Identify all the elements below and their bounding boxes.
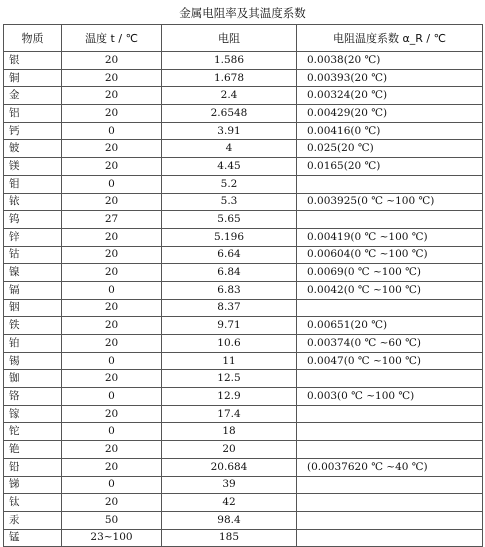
- table-row: [4, 228, 483, 246]
- material-cell: 金: [4, 87, 62, 105]
- material-cell: 铊: [4, 423, 62, 441]
- table-row: [4, 264, 483, 282]
- material-cell: 铱: [4, 193, 62, 211]
- resistivity-table: [3, 24, 483, 547]
- coefficient-cell: 0.003925(0 ℃ ~100 ℃): [297, 193, 483, 211]
- resistance-cell: 39: [162, 476, 297, 494]
- coefficient-cell: [297, 211, 483, 229]
- temperature-cell: 20: [62, 52, 162, 70]
- coefficient-cell: [297, 476, 483, 494]
- coefficient-cell: 0.025(20 ℃): [297, 140, 483, 158]
- resistance-cell: 42: [162, 494, 297, 512]
- resistance-cell: 185: [162, 529, 297, 547]
- temperature-cell: 0: [62, 175, 162, 193]
- coefficient-cell: 0.0165(20 ℃): [297, 158, 483, 176]
- resistance-cell: 17.4: [162, 405, 297, 423]
- table-row: [4, 370, 483, 388]
- material-cell: 钨: [4, 211, 62, 229]
- material-cell: 钛: [4, 494, 62, 512]
- coefficient-cell: [297, 299, 483, 317]
- table-row: [4, 193, 483, 211]
- temperature-cell: 20: [62, 158, 162, 176]
- table-row: [4, 529, 483, 547]
- table-row: [4, 52, 483, 70]
- header-temperature: 温度 t / ℃: [62, 25, 162, 52]
- temperature-cell: 0: [62, 423, 162, 441]
- coefficient-cell: [297, 175, 483, 193]
- material-cell: 铂: [4, 335, 62, 353]
- resistance-cell: 5.2: [162, 175, 297, 193]
- coefficient-cell: 0.00419(0 ℃ ~100 ℃): [297, 228, 483, 246]
- temperature-cell: 20: [62, 140, 162, 158]
- material-cell: 钼: [4, 175, 62, 193]
- material-cell: 铝: [4, 105, 62, 123]
- header-material: 物质: [4, 25, 62, 52]
- resistance-cell: 11: [162, 352, 297, 370]
- temperature-cell: 20: [62, 405, 162, 423]
- resistance-cell: 6.83: [162, 281, 297, 299]
- table-row: [4, 175, 483, 193]
- material-cell: 铅: [4, 458, 62, 476]
- coefficient-cell: [297, 511, 483, 529]
- resistance-cell: 5.65: [162, 211, 297, 229]
- material-cell: 汞: [4, 511, 62, 529]
- table-row: [4, 458, 483, 476]
- temperature-cell: 20: [62, 317, 162, 335]
- coefficient-cell: 0.00393(20 ℃): [297, 69, 483, 87]
- resistance-cell: 3.91: [162, 122, 297, 140]
- material-cell: 铷: [4, 370, 62, 388]
- table-row: [4, 317, 483, 335]
- table-row: [4, 441, 483, 459]
- table-row: [4, 87, 483, 105]
- resistance-cell: 4.45: [162, 158, 297, 176]
- table-row: [4, 352, 483, 370]
- material-cell: 铜: [4, 69, 62, 87]
- table-row: [4, 158, 483, 176]
- coefficient-cell: 0.00324(20 ℃): [297, 87, 483, 105]
- resistance-cell: 18: [162, 423, 297, 441]
- resistance-cell: 4: [162, 140, 297, 158]
- coefficient-cell: [297, 370, 483, 388]
- coefficient-cell: 0.003(0 ℃ ~100 ℃): [297, 388, 483, 406]
- resistance-cell: 20.684: [162, 458, 297, 476]
- coefficient-cell: [297, 441, 483, 459]
- resistance-cell: 8.37: [162, 299, 297, 317]
- table-row: [4, 511, 483, 529]
- temperature-cell: 23~100: [62, 529, 162, 547]
- table-row: [4, 211, 483, 229]
- temperature-cell: 0: [62, 281, 162, 299]
- table-row: [4, 494, 483, 512]
- temperature-cell: 0: [62, 352, 162, 370]
- coefficient-cell: (0.0037620 ℃ ~40 ℃): [297, 458, 483, 476]
- material-cell: 钴: [4, 246, 62, 264]
- table-row: [4, 476, 483, 494]
- material-cell: 铯: [4, 441, 62, 459]
- temperature-cell: 0: [62, 476, 162, 494]
- coefficient-cell: [297, 529, 483, 547]
- temperature-cell: 20: [62, 441, 162, 459]
- material-cell: 锰: [4, 529, 62, 547]
- table-row: [4, 69, 483, 87]
- resistance-cell: 5.196: [162, 228, 297, 246]
- temperature-cell: 50: [62, 511, 162, 529]
- material-cell: 钙: [4, 122, 62, 140]
- table-row: [4, 388, 483, 406]
- temperature-cell: 20: [62, 69, 162, 87]
- coefficient-cell: 0.00374(0 ℃ ~60 ℃): [297, 335, 483, 353]
- table-row: [4, 246, 483, 264]
- material-cell: 镁: [4, 158, 62, 176]
- material-cell: 镓: [4, 405, 62, 423]
- resistance-cell: 12.5: [162, 370, 297, 388]
- temperature-cell: 20: [62, 494, 162, 512]
- coefficient-cell: 0.0042(0 ℃ ~100 ℃): [297, 281, 483, 299]
- table-row: [4, 105, 483, 123]
- material-cell: 锑: [4, 476, 62, 494]
- material-cell: 锌: [4, 228, 62, 246]
- coefficient-cell: 0.0069(0 ℃ ~100 ℃): [297, 264, 483, 282]
- material-cell: 铍: [4, 140, 62, 158]
- temperature-cell: 20: [62, 335, 162, 353]
- table-row: [4, 299, 483, 317]
- temperature-cell: 20: [62, 228, 162, 246]
- resistance-cell: 1.678: [162, 69, 297, 87]
- table-row: [4, 335, 483, 353]
- coefficient-cell: 0.00429(20 ℃): [297, 105, 483, 123]
- header-resistance: 电阻: [162, 25, 297, 52]
- material-cell: 银: [4, 52, 62, 70]
- temperature-cell: 20: [62, 246, 162, 264]
- coefficient-cell: [297, 405, 483, 423]
- material-cell: 铬: [4, 388, 62, 406]
- temperature-cell: 20: [62, 105, 162, 123]
- table-row: [4, 423, 483, 441]
- table-row: [4, 140, 483, 158]
- resistance-cell: 2.4: [162, 87, 297, 105]
- material-cell: 铟: [4, 299, 62, 317]
- resistance-cell: 2.6548: [162, 105, 297, 123]
- resistance-cell: 9.71: [162, 317, 297, 335]
- table-row: [4, 405, 483, 423]
- table-row: [4, 122, 483, 140]
- coefficient-cell: 0.00416(0 ℃): [297, 122, 483, 140]
- temperature-cell: 20: [62, 264, 162, 282]
- temperature-cell: 0: [62, 388, 162, 406]
- temperature-cell: 20: [62, 370, 162, 388]
- resistance-cell: 12.9: [162, 388, 297, 406]
- resistance-cell: 10.6: [162, 335, 297, 353]
- coefficient-cell: [297, 423, 483, 441]
- material-cell: 锡: [4, 352, 62, 370]
- resistance-cell: 5.3: [162, 193, 297, 211]
- resistance-cell: 20: [162, 441, 297, 459]
- material-cell: 镍: [4, 264, 62, 282]
- material-cell: 铁: [4, 317, 62, 335]
- resistance-cell: 1.586: [162, 52, 297, 70]
- temperature-cell: 27: [62, 211, 162, 229]
- header-row: [4, 25, 483, 52]
- coefficient-cell: 0.0038(20 ℃): [297, 52, 483, 70]
- temperature-cell: 20: [62, 193, 162, 211]
- temperature-cell: 20: [62, 87, 162, 105]
- resistance-cell: 98.4: [162, 511, 297, 529]
- coefficient-cell: 0.00651(20 ℃): [297, 317, 483, 335]
- table-row: [4, 281, 483, 299]
- temperature-cell: 20: [62, 458, 162, 476]
- coefficient-cell: [297, 494, 483, 512]
- resistance-cell: 6.64: [162, 246, 297, 264]
- header-coefficient: 电阻温度系数 α_R / ℃: [297, 25, 483, 52]
- table-title: 金属电阻率及其温度系数: [179, 6, 306, 20]
- material-cell: 镉: [4, 281, 62, 299]
- temperature-cell: 0: [62, 122, 162, 140]
- resistance-cell: 6.84: [162, 264, 297, 282]
- coefficient-cell: 0.0047(0 ℃ ~100 ℃): [297, 352, 483, 370]
- temperature-cell: 20: [62, 299, 162, 317]
- coefficient-cell: 0.00604(0 ℃ ~100 ℃): [297, 246, 483, 264]
